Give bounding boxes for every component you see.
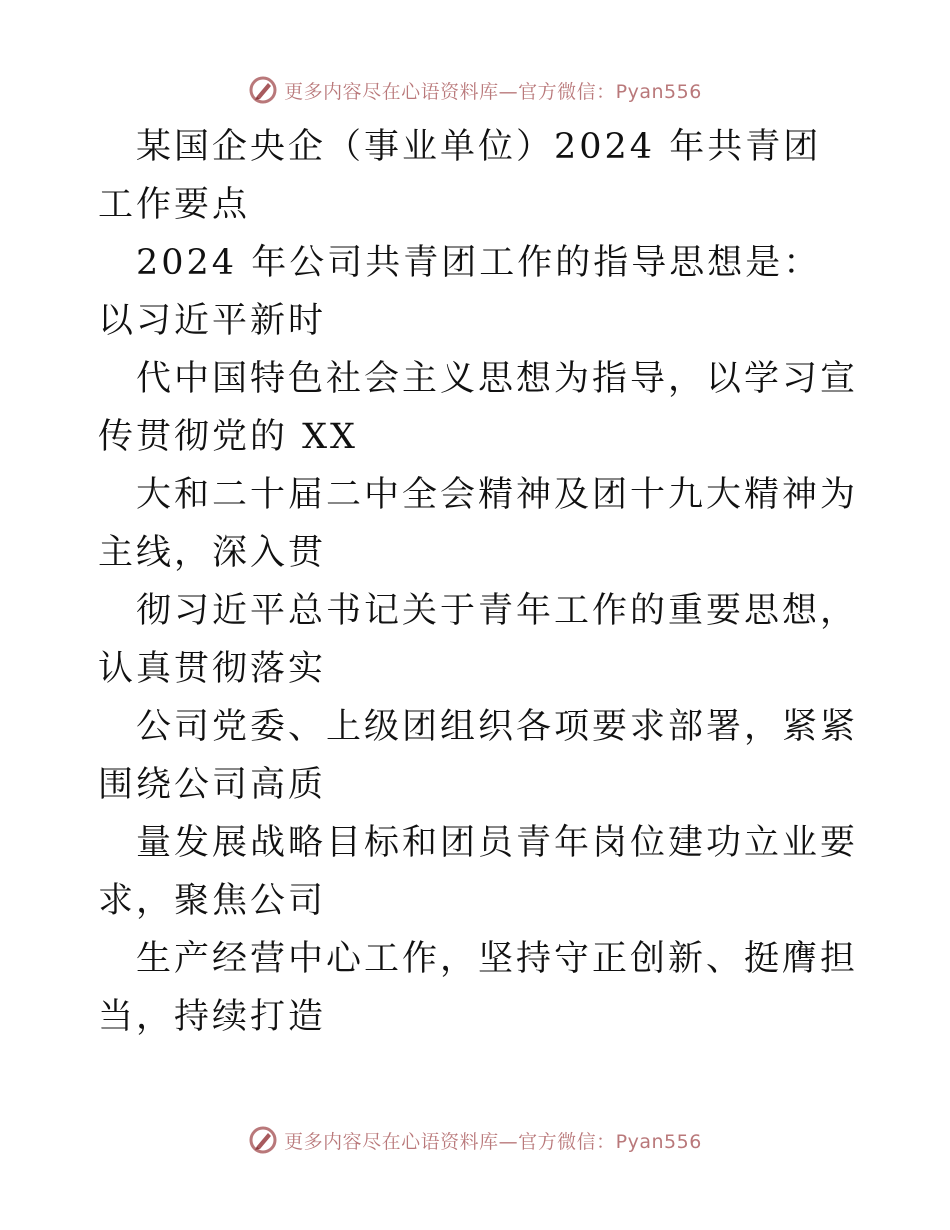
document-body bbox=[98, 118, 858, 1046]
paragraph-line: 公司党委、上级团组织各项要求部署，紧紧围绕公司高质 bbox=[98, 707, 859, 805]
pen-circle-logo-icon bbox=[248, 1125, 278, 1155]
watermark-text: 更多内容尽在心语资料库—官方微信：Pyan556 bbox=[284, 1130, 702, 1153]
paragraph-line: 某国企央企（事业单位）2024 年共青团工作要点 bbox=[98, 127, 822, 225]
paragraph-line: 代中国特色社会主义思想为指导，以学习宣传贯彻党的 XX bbox=[98, 359, 859, 457]
paragraph-line: 量发展战略目标和团员青年岗位建功立业要求，聚焦公司 bbox=[98, 823, 859, 921]
watermark-text: 更多内容尽在心语资料库—官方微信：Pyan556 bbox=[284, 80, 702, 103]
header-watermark bbox=[0, 70, 950, 110]
paragraph-line: 大和二十届二中全会精神及团十九大精神为主线，深入贯 bbox=[98, 475, 859, 573]
paragraph-line: 生产经营中心工作，坚持守正创新、挺膺担当，持续打造 bbox=[98, 939, 859, 1037]
paragraph-line: 2024 年公司共青团工作的指导思想是：以习近平新时 bbox=[98, 243, 822, 341]
pen-circle-logo-icon bbox=[248, 75, 278, 105]
footer-watermark bbox=[0, 1120, 950, 1160]
paragraph-line: 彻习近平总书记关于青年工作的重要思想，认真贯彻落实 bbox=[98, 591, 859, 689]
